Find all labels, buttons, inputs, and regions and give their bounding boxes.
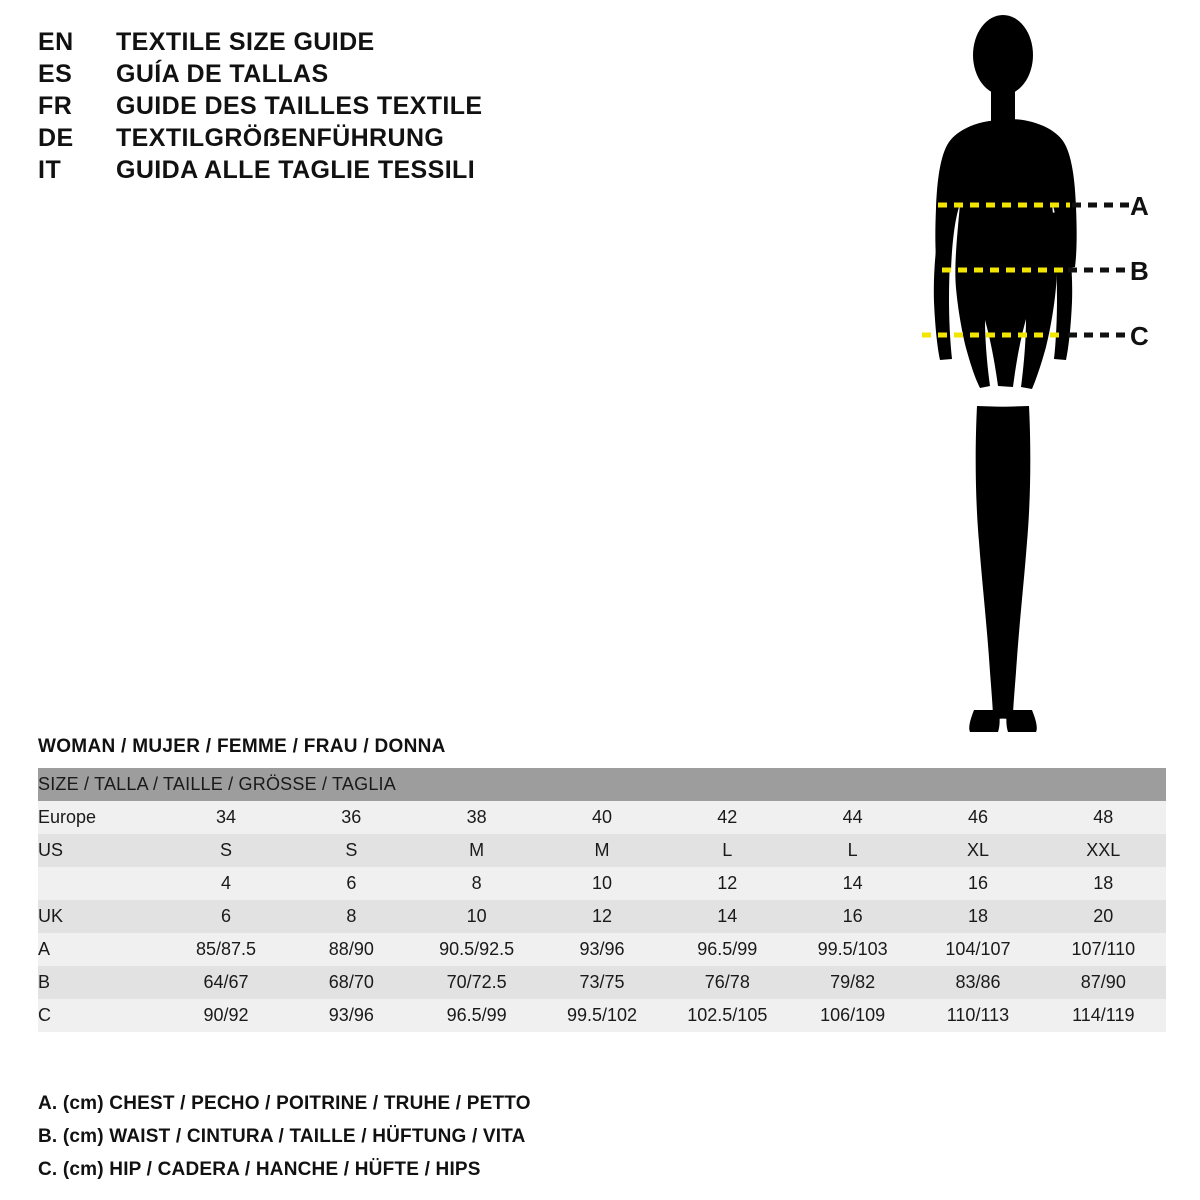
cell: 48 bbox=[1093, 807, 1114, 827]
body-measurement-figure bbox=[860, 10, 1190, 750]
title-text-it: GUIDA ALLE TAGLIE TESSILI bbox=[116, 156, 476, 184]
cell: 36 bbox=[341, 807, 362, 827]
cell: 64/67 bbox=[203, 972, 249, 992]
measure-label-c: C bbox=[1130, 321, 1149, 351]
cell: 10 bbox=[591, 873, 612, 893]
title-text-de: TEXTILGRÖẞENFÜHRUNG bbox=[116, 124, 445, 152]
cell: 99.5/102 bbox=[566, 1005, 638, 1025]
cell: 87/90 bbox=[1080, 972, 1126, 992]
title-text-en: TEXTILE SIZE GUIDE bbox=[116, 28, 375, 56]
row-label bbox=[38, 867, 163, 900]
measure-label-b: B bbox=[1130, 256, 1149, 286]
table-row bbox=[38, 867, 1166, 900]
cell: 18 bbox=[967, 906, 988, 926]
measurement-legend bbox=[38, 1093, 838, 1192]
title-row bbox=[38, 156, 598, 185]
cell: M bbox=[594, 840, 610, 860]
cell: 4 bbox=[220, 873, 231, 893]
title-block bbox=[38, 28, 598, 188]
table-row bbox=[38, 999, 1166, 1032]
cell: 68/70 bbox=[328, 972, 374, 992]
cell: 44 bbox=[842, 807, 863, 827]
row-label: UK bbox=[38, 906, 64, 926]
language-code-it: IT bbox=[38, 156, 62, 184]
table-section-title: WOMAN / MUJER / FEMME / FRAU / DONNA bbox=[38, 736, 446, 757]
cell: 12 bbox=[717, 873, 738, 893]
row-label: A bbox=[38, 939, 51, 959]
cell: 93/96 bbox=[328, 1005, 374, 1025]
cell: 8 bbox=[471, 873, 482, 893]
cell: 38 bbox=[466, 807, 487, 827]
table-row bbox=[38, 834, 1166, 867]
cell: 20 bbox=[1093, 906, 1114, 926]
cell: 70/72.5 bbox=[446, 972, 507, 992]
cell: 42 bbox=[717, 807, 738, 827]
cell: XL bbox=[966, 840, 989, 860]
cell: 107/110 bbox=[1071, 939, 1136, 959]
cell: 6 bbox=[220, 906, 231, 926]
table-header-label: SIZE / TALLA / TAILLE / GRÖSSE / TAGLIA bbox=[38, 768, 1166, 801]
cell: 8 bbox=[346, 906, 357, 926]
cell: 16 bbox=[967, 873, 988, 893]
cell: 96.5/99 bbox=[446, 1005, 507, 1025]
language-code-de: DE bbox=[38, 124, 74, 152]
cell: 40 bbox=[591, 807, 612, 827]
cell: 90.5/92.5 bbox=[439, 939, 515, 959]
cell: 83/86 bbox=[955, 972, 1001, 992]
cell: 114/119 bbox=[1072, 1005, 1135, 1025]
title-text-fr: GUIDE DES TAILLES TEXTILE bbox=[116, 92, 483, 120]
title-row bbox=[38, 92, 598, 121]
language-code-es: ES bbox=[38, 60, 73, 88]
cell: 14 bbox=[842, 873, 863, 893]
cell: XXL bbox=[1086, 840, 1121, 860]
table-header-row bbox=[38, 768, 1166, 801]
language-code-en: EN bbox=[38, 28, 74, 56]
cell: 34 bbox=[215, 807, 236, 827]
row-label: US bbox=[38, 840, 64, 860]
cell: 6 bbox=[346, 873, 357, 893]
table-row bbox=[38, 900, 1166, 933]
table-row bbox=[38, 966, 1166, 999]
size-table-section bbox=[38, 736, 1166, 1032]
cell: 96.5/99 bbox=[697, 939, 758, 959]
legend-line-c: C. (cm) HIP / CADERA / HANCHE / HÜFTE / HIPS bbox=[38, 1159, 481, 1180]
cell: 99.5/103 bbox=[817, 939, 888, 959]
legend-line-a: A. (cm) CHEST / PECHO / POITRINE / TRUHE / PETTO bbox=[38, 1093, 531, 1114]
cell: 76/78 bbox=[704, 972, 750, 992]
size-table bbox=[38, 768, 1166, 1032]
cell: 10 bbox=[466, 906, 487, 926]
cell: 12 bbox=[591, 906, 612, 926]
language-code-fr: FR bbox=[38, 92, 73, 120]
cell: 104/107 bbox=[945, 939, 1011, 959]
cell: 85/87.5 bbox=[195, 939, 257, 959]
cell: S bbox=[345, 840, 358, 860]
title-row bbox=[38, 28, 598, 57]
measure-label-a: A bbox=[1130, 191, 1149, 221]
title-row bbox=[38, 124, 598, 153]
cell: 79/82 bbox=[830, 972, 876, 992]
row-label: Europe bbox=[38, 807, 97, 827]
cell: 16 bbox=[842, 906, 863, 926]
cell: L bbox=[847, 840, 858, 860]
title-text-es: GUÍA DE TALLAS bbox=[116, 60, 329, 88]
cell: 46 bbox=[967, 807, 988, 827]
legend-line-b: B. (cm) WAIST / CINTURA / TAILLE / HÜFTUNG / VITA bbox=[38, 1126, 526, 1147]
female-silhouette-icon bbox=[860, 10, 1190, 750]
table-row bbox=[38, 933, 1166, 966]
cell: 93/96 bbox=[579, 939, 625, 959]
cell: 102.5/105 bbox=[687, 1005, 768, 1025]
cell: M bbox=[469, 840, 485, 860]
cell: L bbox=[722, 840, 733, 860]
row-label: C bbox=[38, 1005, 51, 1025]
table-row bbox=[38, 801, 1166, 834]
row-label: B bbox=[38, 972, 51, 992]
cell: 18 bbox=[1093, 873, 1114, 893]
cell: 106/109 bbox=[820, 1005, 886, 1025]
cell: 110/113 bbox=[946, 1005, 1010, 1025]
cell: 14 bbox=[717, 906, 738, 926]
cell: 90/92 bbox=[203, 1005, 249, 1025]
title-row bbox=[38, 60, 598, 89]
cell: S bbox=[219, 840, 232, 860]
cell: 88/90 bbox=[328, 939, 374, 959]
cell: 73/75 bbox=[579, 972, 625, 992]
